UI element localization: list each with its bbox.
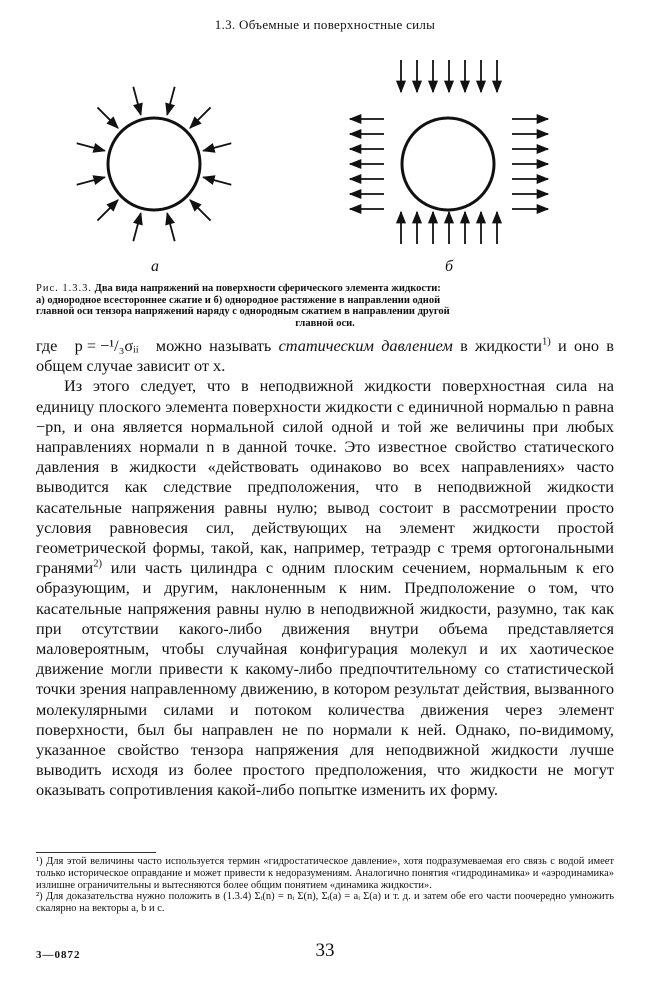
para-start: Из этого следует, что в неподвижной жидкости поверхностная сила на единицу плоского элемента поверхности жидкости с единичной нормалью n равна −pn, и она является нормальной силой одной и той же величины при любых направлениях нормали n в данной точке. Это известное свойство статического давления в жидкости «действовать одинаково во всех направлениях» часто выводится как следствие предположения, что в неподвижной жидкости касательные напряжения равны нулю; вывод состоит в рассмотрении просто условия равновесия сил, действующих на элемент жидкости простой геометрической формы, такой, как, например, тетраэдр с тремя ортогональными гранями (36, 376, 614, 578)
footnote-1-text: Для этой величины часто используется термин «гидростатическое давление», хотя подразумеваемая его связь с водой имеет только историческое оправдание и может привести к недоразумениям. Аналогично понятия «гидродинамика» и «аэродинамика» излишне ограничительны и вытесняются более общим понятием «динамика жидкости». (36, 856, 615, 891)
compression-arrow (167, 213, 175, 241)
caption-lead: Рис. 1.3.3. (36, 283, 92, 294)
compression-arrow (97, 107, 118, 128)
footnote-2-text: Для доказательства нужно положить в (1.3.4) Σᵢ(n) = nᵢ Σ(n), Σᵢ(a) = aᵢ Σ(a) и т. д. и затем обе его части поочередно умножить скалярно на векторы a, b и c. (36, 891, 614, 915)
footnote-ref-2: 2) (93, 558, 103, 570)
running-header: 1.3. Объемные и поверхностные силы (214, 17, 436, 32)
compression-arrow (190, 107, 211, 128)
compression-arrow (167, 87, 175, 115)
diagram-a-isotropic-compression (77, 87, 232, 242)
caption-line-4: главной оси. (295, 317, 355, 329)
footnote-2-mark: ²) (36, 891, 43, 903)
caption-line-1: Два вида напряжений на поверхности сферического элемента жидкости: (94, 283, 441, 294)
term-static-pressure: статическим давлением (278, 336, 453, 355)
compression-arrow (97, 200, 118, 221)
footnote-ref-1: 1) (541, 336, 551, 348)
footnote-rule (36, 852, 156, 853)
compression-arrow (77, 177, 105, 185)
footnotes (36, 856, 614, 915)
compression-arrow (190, 200, 211, 221)
pressure-equation: p = −¹/₃σᵢᵢ (74, 336, 139, 355)
figure-1-3-3 (0, 48, 650, 298)
figure-label-a: а (151, 258, 159, 275)
intro-start: где (36, 336, 58, 355)
page-number: 33 (315, 940, 335, 961)
compression-arrow (203, 177, 231, 185)
footnote-1 (36, 856, 614, 891)
footnote-2 (36, 891, 614, 915)
main-paragraph (36, 376, 614, 800)
compression-arrow (77, 143, 105, 151)
figure-label-b: б (445, 258, 454, 275)
compression-arrow (133, 213, 141, 241)
caption-line-3: главной оси тензора напряжений наряду с однородным сжатием в направлении другой (36, 306, 450, 318)
compression-arrow (203, 143, 231, 151)
diagram-b-tension-compression (350, 60, 548, 244)
intro-paragraph (36, 336, 614, 376)
body-text (36, 336, 614, 801)
para-end: или часть цилиндра с одним плоским сечением, нормальным к его образующим, и другим, наклоненным к ним. Предположение о том, что касательные напряжения равны нулю в неподвижной жидкости, разумно, так как при отсутствии какого-либо движения внутри объема представляется маловероятным, чтобы случайная конфигурация молекул и их хаотическое движение могли привести к какому-либо предпочтительному со статистической точки зрения направленному движению, в котором результат действия, вызванного молекулярными силами и потоком количества движения через элемент поверхности, был бы направлен не по нормали к ней. Однако, по-видимому, указанное свойство тензора напряжения для неподвижной жидкости лучше выводить исходя из более простого предположения, что жидкости не могут оказывать сопротивления какой-либо попытке изменить их форму. (36, 558, 614, 800)
intro-end-2: и оно в общем случае зависит от x. (36, 336, 614, 376)
figure-caption (36, 283, 614, 329)
printer-signature: 3—0872 (36, 949, 81, 961)
intro-mid: можно называть (155, 336, 272, 355)
footnote-1-mark: ¹) (36, 856, 43, 867)
compression-arrow (133, 87, 141, 115)
intro-end-1: в жидкости (460, 336, 542, 355)
caption-line-2: а) однородное всестороннее сжатие и б) однородное растяжение в направлении одной (36, 294, 441, 306)
